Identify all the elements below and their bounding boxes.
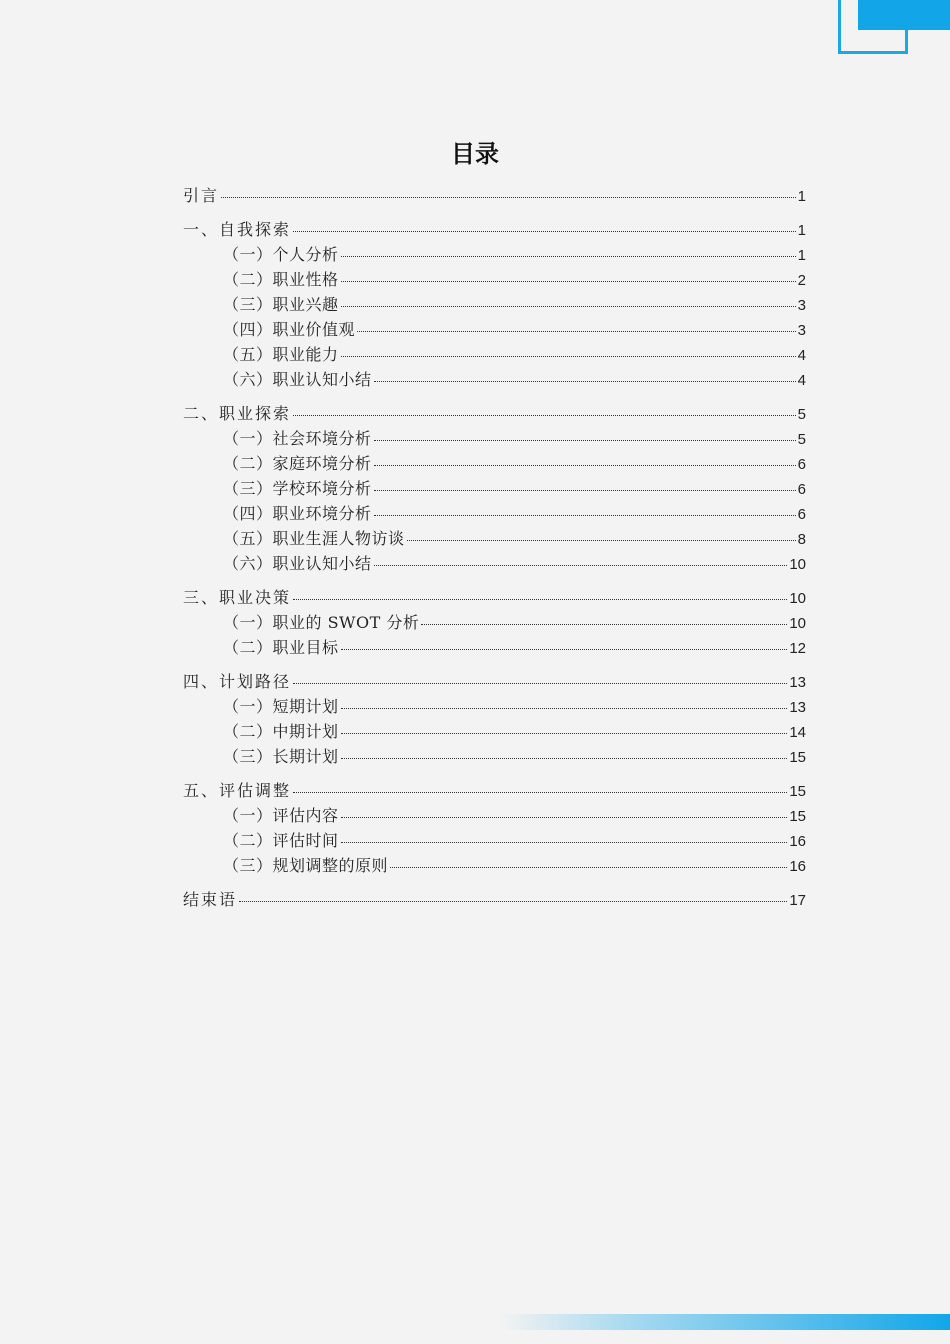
toc-entry[interactable]: [183, 610, 806, 635]
toc-entry-page: 6: [797, 481, 806, 498]
toc-leader-dots: [341, 708, 788, 709]
toc-entry-page: 16: [789, 833, 806, 850]
page-title: 目录: [451, 140, 499, 168]
toc-entry-page: 5: [797, 406, 806, 423]
toc-entry[interactable]: [183, 367, 806, 392]
toc-leader-dots: [341, 256, 796, 257]
toc-entry-label: 五、评估调整: [183, 781, 292, 800]
toc-entry-label: （二）职业性格: [223, 270, 339, 289]
toc-leader-dots: [341, 842, 788, 843]
toc-entry-page: 14: [789, 724, 806, 741]
toc-leader-dots: [341, 306, 796, 307]
toc-entry-page: 12: [789, 640, 806, 657]
toc-entry-page: 15: [789, 749, 806, 766]
toc-entry[interactable]: [183, 887, 806, 912]
toc-entry[interactable]: [183, 853, 806, 878]
toc-entry[interactable]: [183, 242, 806, 267]
toc-leader-dots: [341, 649, 788, 650]
toc-entry-page: 1: [797, 247, 806, 264]
toc-entry-page: 5: [797, 431, 806, 448]
toc-entry[interactable]: [183, 719, 806, 744]
toc-entry[interactable]: [183, 526, 806, 551]
toc-entry-label: （六）职业认知小结: [223, 554, 372, 573]
corner-decoration-fill: [858, 0, 950, 30]
toc-leader-dots: [293, 415, 796, 416]
toc-entry[interactable]: [183, 183, 806, 208]
toc-entry-label: （一）社会环境分析: [223, 429, 372, 448]
toc-entry-label: （二）家庭环境分析: [223, 454, 372, 473]
toc-leader-dots: [374, 440, 796, 441]
toc-entry-page: 8: [797, 531, 806, 548]
toc-leader-dots: [341, 817, 788, 818]
toc-leader-dots: [293, 792, 787, 793]
toc-entry-page: 3: [797, 322, 806, 339]
toc-leader-dots: [374, 565, 788, 566]
toc-entry-label: （三）学校环境分析: [223, 479, 372, 498]
table-of-contents: [183, 183, 806, 912]
toc-entry-page: 16: [789, 858, 806, 875]
toc-entry[interactable]: [183, 501, 806, 526]
toc-entry-page: 15: [789, 808, 806, 825]
toc-entry[interactable]: [183, 669, 806, 694]
toc-entry-label: （四）职业环境分析: [223, 504, 372, 523]
toc-entry-label: 三、职业决策: [183, 588, 292, 607]
toc-leader-dots: [407, 540, 796, 541]
toc-leader-dots: [374, 465, 796, 466]
toc-leader-dots: [374, 381, 796, 382]
toc-entry-label: （六）职业认知小结: [223, 370, 372, 389]
toc-leader-dots: [374, 515, 796, 516]
toc-entry[interactable]: [183, 267, 806, 292]
toc-entry-label: （一）个人分析: [223, 245, 339, 264]
toc-entry[interactable]: [183, 451, 806, 476]
toc-entry-label: （二）评估时间: [223, 831, 339, 850]
toc-entry-page: 2: [797, 272, 806, 289]
toc-entry-label: 二、职业探索: [183, 404, 292, 423]
toc-entry-page: 10: [789, 590, 806, 607]
toc-entry-page: 15: [789, 783, 806, 800]
toc-entry-page: 1: [797, 222, 806, 239]
toc-entry-label: （三）长期计划: [223, 747, 339, 766]
toc-entry[interactable]: [183, 317, 806, 342]
toc-entry[interactable]: [183, 778, 806, 803]
toc-entry[interactable]: [183, 635, 806, 660]
toc-entry[interactable]: [183, 292, 806, 317]
toc-leader-dots: [239, 901, 787, 902]
toc-entry-page: 1: [797, 188, 806, 205]
toc-entry-label: （四）职业价值观: [223, 320, 356, 339]
toc-entry-page: 6: [797, 456, 806, 473]
toc-entry[interactable]: [183, 744, 806, 769]
toc-entry-page: 10: [789, 615, 806, 632]
toc-entry[interactable]: [183, 585, 806, 610]
toc-entry[interactable]: [183, 803, 806, 828]
toc-entry[interactable]: [183, 401, 806, 426]
toc-entry[interactable]: [183, 217, 806, 242]
toc-entry-page: 4: [797, 347, 806, 364]
toc-entry-page: 10: [789, 556, 806, 573]
toc-leader-dots: [293, 231, 796, 232]
toc-entry[interactable]: [183, 342, 806, 367]
toc-entry-page: 4: [797, 372, 806, 389]
toc-entry-label: 一、自我探索: [183, 220, 292, 239]
toc-entry[interactable]: [183, 828, 806, 853]
toc-entry[interactable]: [183, 476, 806, 501]
toc-entry-label: 四、计划路径: [183, 672, 292, 691]
toc-leader-dots: [390, 867, 787, 868]
toc-leader-dots: [221, 197, 796, 198]
toc-entry-page: 17: [789, 892, 806, 909]
toc-entry-page: 13: [789, 699, 806, 716]
toc-entry-label: （二）职业目标: [223, 638, 339, 657]
toc-entry-label: （三）规划调整的原则: [223, 856, 389, 875]
toc-entry-page: 6: [797, 506, 806, 523]
toc-entry-page: 13: [789, 674, 806, 691]
toc-entry-label: （五）职业能力: [223, 345, 339, 364]
toc-leader-dots: [293, 599, 787, 600]
toc-leader-dots: [357, 331, 796, 332]
toc-entry[interactable]: [183, 694, 806, 719]
toc-leader-dots: [341, 356, 796, 357]
toc-entry-label: （三）职业兴趣: [223, 295, 339, 314]
toc-leader-dots: [374, 490, 796, 491]
toc-entry-label: 结束语: [183, 890, 238, 909]
toc-entry-label: （一）评估内容: [223, 806, 339, 825]
toc-entry-label: （五）职业生涯人物访谈: [223, 529, 405, 548]
toc-entry[interactable]: [183, 426, 806, 451]
toc-entry-label: 引言: [183, 186, 220, 205]
toc-entry-label: （一）职业的 SWOT 分析: [223, 613, 420, 632]
toc-leader-dots: [421, 624, 787, 625]
toc-leader-dots: [341, 281, 796, 282]
toc-entry-page: 3: [797, 297, 806, 314]
toc-entry-label: （一）短期计划: [223, 697, 339, 716]
toc-leader-dots: [341, 758, 788, 759]
toc-entry[interactable]: [183, 551, 806, 576]
footer-gradient-bar: [500, 1314, 950, 1330]
toc-entry-label: （二）中期计划: [223, 722, 339, 741]
toc-leader-dots: [341, 733, 788, 734]
toc-leader-dots: [293, 683, 787, 684]
